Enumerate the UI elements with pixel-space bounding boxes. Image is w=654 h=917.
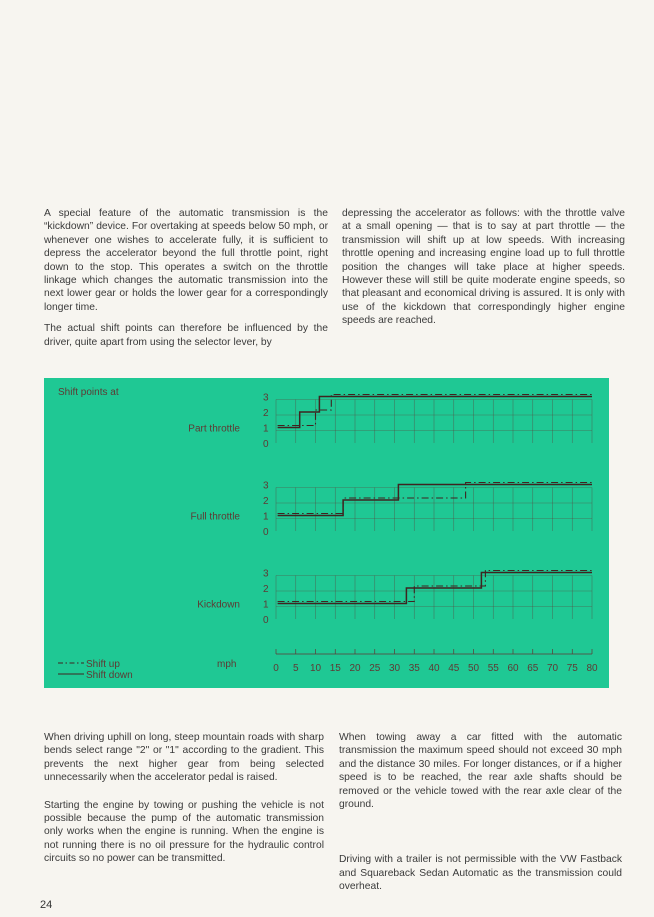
panel-label: Kickdown [197,599,240,611]
x-tick-label: 35 [408,663,420,674]
y-tick-label: 2 [263,496,269,507]
x-tick-label: 40 [428,663,440,674]
text-column-top-right [342,207,625,336]
x-tick-label: 70 [546,663,559,674]
shift-points-chart-svg [44,378,609,688]
x-tick-label: 20 [349,663,361,674]
shift-up-line [278,395,592,426]
x-tick-label: 60 [507,663,519,674]
text-column-top-left [44,207,328,357]
y-tick-label: 3 [263,568,269,580]
legend-label: Shift up [86,659,120,670]
x-tick-label: 50 [467,663,480,674]
x-tick-label: 15 [329,663,341,674]
x-tick-label: 55 [487,663,499,674]
paragraph: A special feature of the automatic transmission is the “kickdown” device. For overtaking at speeds below 50 mph, or whenever one wishes to accelerate fully, it is sufficient to depress the accelerator beyond the full throttle point, right down to the stop. This operates a switch on the throttle linkage which changes the automatic transmission into the next lower gear or holds the lower gear for a correspondingly longer time. [44,208,328,313]
paragraph: Starting the engine by towing or pushing the vehicle is not possible because the pump of the automatic transmission only works when the engine is running. When the engine is not running there is no oil pressure for the hydraulic control circuits so no power can be transmitted. [44,799,324,865]
x-tick-label: 5 [292,663,299,674]
text-column-bottom-left [44,731,324,874]
shift-up-line [278,571,592,602]
panel-label: Part throttle [188,423,240,435]
y-tick-label: 3 [263,392,269,404]
x-tick-label: 45 [448,663,460,674]
x-tick-label: 65 [527,663,539,674]
chart-panel [188,393,592,451]
text-column-bottom-right [339,731,622,902]
paragraph: When towing away a car fitted with the automatic transmission the maximum speed should not exceed 30 mph and the distance 30 miles. For longer distances, or if a higher speed is to be reached, the rear axle shafts should be removed or the vehicle towed with the rear axle clear of the ground. [339,732,622,811]
y-tick-label: 0 [263,527,269,538]
shift-points-chart [44,378,609,688]
chart-title: Shift points at [58,387,119,398]
paragraph: Driving with a trailer is not permissible with the VW Fastback and Squareback Sedan Automatic as the transmission could overheat. [339,854,622,893]
x-tick-label: 30 [388,663,401,674]
x-tick-label: 75 [566,663,578,674]
x-tick-label: 80 [586,663,598,674]
y-tick-label: 0 [263,439,269,450]
legend-label: Shift down [86,670,133,681]
paragraph: depressing the accelerator as follows: with the throttle valve at a small opening — that is to say at part throttle — the transmission will shift up at low speeds. With increasing throttle opening and increasing engine load up to full throttle position the changes will take place at higher speeds. However these will still be quite moderate engine speeds, so that pleasant and economical driving is assured. It is only with use of the kickdown that correspondingly higher engine speeds are reached. [342,208,625,327]
shift-down-line [278,397,592,428]
shift-down-line [278,485,592,516]
y-tick-label: 1 [263,511,269,523]
panel-label: Full throttle [190,511,240,523]
shift-up-line [278,483,592,514]
chart-panel [191,481,592,539]
page-number: 24 [40,899,53,911]
x-tick-label: 10 [309,663,322,674]
x-tick-label: 25 [369,663,381,674]
y-tick-label: 2 [263,408,269,419]
y-tick-label: 3 [263,480,269,492]
chart-panel [197,569,592,627]
y-tick-label: 0 [263,615,269,626]
x-axis-unit-label: mph [217,659,237,670]
x-tick-label: 0 [273,663,279,674]
paragraph: When driving uphill on long, steep mountain roads with sharp bends select range "2" or "1" according to the gradient. This prevents the next higher gear from being selected unnecessarily when the accelerator pedal is raised. [44,732,324,784]
shift-down-line [278,573,592,604]
y-tick-label: 1 [263,599,269,611]
paragraph: The actual shift points can therefore be influenced by the driver, quite apart from using the selector lever, by [44,323,328,348]
y-tick-label: 2 [263,584,269,595]
y-tick-label: 1 [263,423,269,435]
